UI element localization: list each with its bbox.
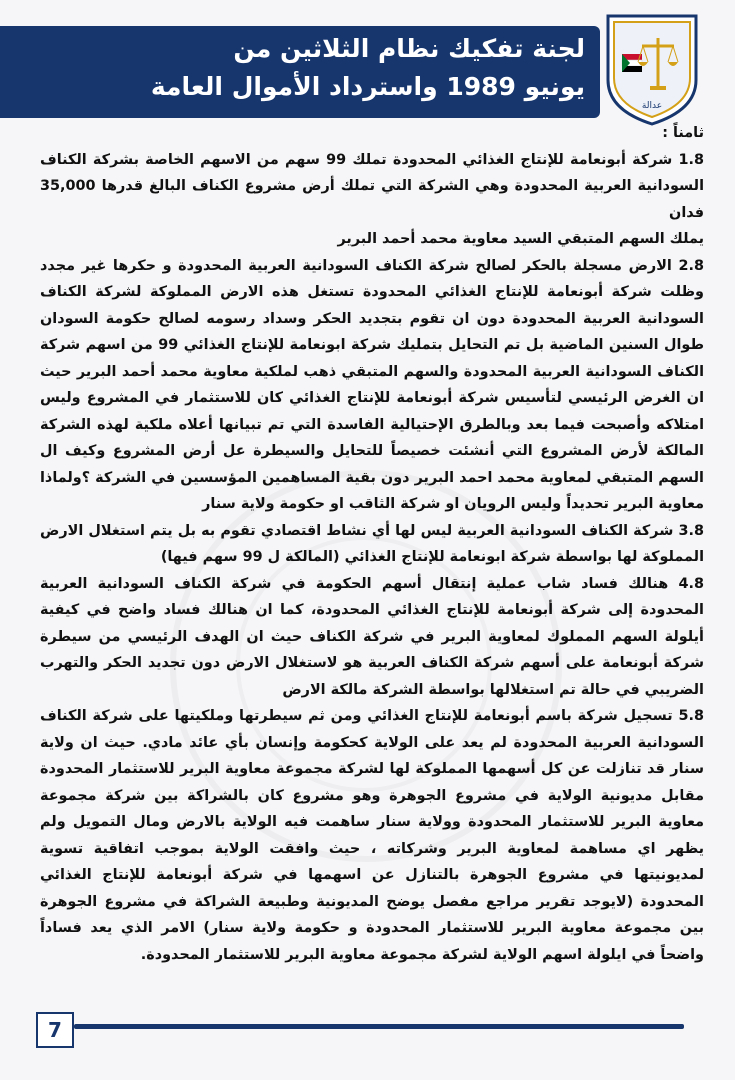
page-header (0, 8, 735, 116)
paragraph-4-8: 4.8 هنالك فساد شاب عملية إنتقال أسهم الحكومة في شركة الكناف السودانية العربية المحدودة إلى شركة أبونعامة للإنتاج الغذائي المحدودة، كما ان هنالك فساد واضح في كيفية أيلولة السهم المملوك لمعاوية البرير في شركة الكناف حيث ان الهدف الرئيسي من سيطرة شركة أبونعامة على أسهم شركة الكناف العربية هو لاستغلال الارض دون تجديد الحكر والتهرب الضريبي في حالة تم استغلالها بواسطة الشركة مالكة الارض (40, 575, 704, 698)
header-title-line1: لجنة تفكيك نظام الثلاثين من (233, 34, 585, 63)
paragraph-5-8: 5.8 تسجيل شركة باسم أبونعامة للإنتاج الغذائي ومن ثم سيطرتها وملكيتها على شركة الكناف السودانية العربية المحدودة لم يعد على الولاية كحكومة وإنسان بأي عائد مادي. حيث ان ولاية سنار قد تنازلت عن كل أسهمها المملوكة لها لشركة مجموعة معاوية البرير للاستثمار المحدودة مقابل مديونية الولاية في مشروع الجوهرة وهو مشروع كان بالشراكة بين شركة مجموعة معاوية البرير للاستثمار المحدودة وولاية سنار ساهمت فيه الولاية بالارض ومال التمويل ولم يظهر اي مساهمة لمعاوية البرير وشركاته ، حيث وافقت الولاية بموجب اتفاقية تسوية لمديونيتها في مشروع الجوهرة بالتنازل عن اسهمها في شركة أبونعامة للإنتاج الغذائي المحدودة (لايوجد تقرير مراجع مفصل يوضح المديونية وطبيعة الشراكة في مشروع الجوهرة بين مجموعة معاوية البرير للاستثمار المحدودة و حكومة ولاية سنار) الامر الذي يعد فساداً واضحاً في ايلولة اسهم الولاية لشركة مجموعة معاوية البرير للاستثمار المحدودة. (40, 708, 704, 963)
logo-text: عدالة (641, 101, 663, 111)
page-number: 7 (36, 1012, 74, 1048)
paragraph-3-8: 3.8 شركة الكناف السودانية العربية ليس لها أي نشاط اقتصادي تقوم به بل يتم استغلال الارض المملوكة لها بواسطة شركة ابونعامة للإنتاج الغذائي (المالكة ل 99 سهم فيها) (40, 522, 704, 565)
paragraph-1-8: 1.8 شركة أبونعامة للإنتاج الغذائي المحدودة تملك 99 سهم من الاسهم الخاصة بشركة الكناف السودانية العربية المحدودة وهي الشركة التي تملك أرض مشروع الكناف البالغ قدرها 35,000 فدان (40, 151, 704, 221)
header-title-line2: يونيو 1989 واسترداد الأموال العامة (150, 72, 585, 101)
committee-logo-icon (590, 10, 714, 128)
footer-divider (74, 1024, 684, 1029)
section-heading: ثامناً : (662, 125, 704, 141)
paragraph-2-8: 2.8 الارض مسجلة بالحكر لصالح شركة الكناف السودانية العربية المحدودة و حكرها غير مجدد وظلت شركة أبونعامة للإنتاج الغذائي المحدودة تستغل هذه الارض المملوكة لشركة الكناف السودانية العربية المحدودة دون ان تقوم بتجديد الحكر وسداد رسومه لصالح حكومة السودان طوال السنين الماضية بل تم التحايل بتمليك شركة ابونعامة للإنتاج الغذائي 99 من اسهم شركة الكناف السودانية العربية المحدودة والسهم المتبقي ذهب لملكية معاوية محمد أحمد البرير حيث ان الغرض الرئيسي لتأسيس شركة أبونعامة للإنتاج الغذائي كان للاستثمار في المشروع وليس امتلاكه وأصبحت فيما بعد وبالطرق الإحتيالية الفاسدة التي تم تبيانها أعلاه ملكية لهذه الشركة المالكة لأرض المشروع التي أنشئت خصيصاً للتحايل والسيطرة عل أرض المشروع وكيف ال السهم المتبقي لمعاوية محمد احمد البرير دون بقية المساهمين المؤسسين في الشركة ؟ولماذا معاوية البرير تحديداً وليس الرويان او شركة الثاقب او حكومة ولاية سنار (40, 257, 704, 512)
paragraph-owner-note: يملك السهم المتبقي السيد معاوية محمد أحمد البرير (337, 231, 704, 247)
document-body (40, 120, 704, 968)
